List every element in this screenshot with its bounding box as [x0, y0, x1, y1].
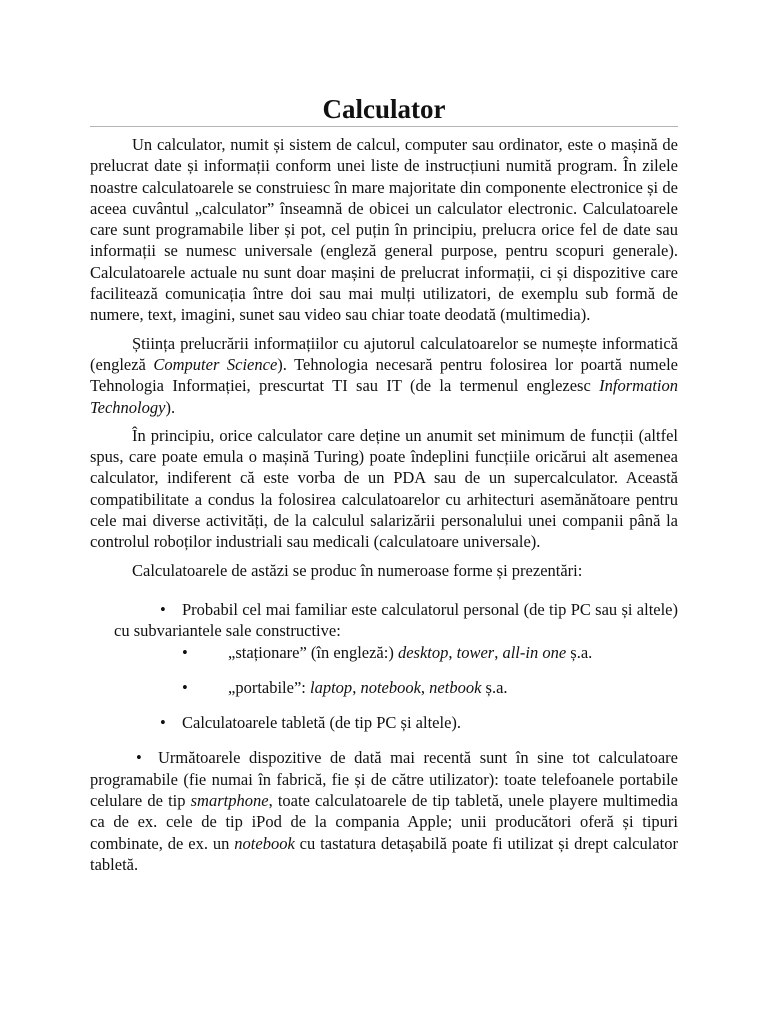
paragraph-informatics	[90, 333, 678, 418]
italic-term: all-in one	[502, 642, 567, 662]
sublist-item-portable	[90, 677, 678, 698]
text-span: ș.a.	[566, 642, 593, 662]
italic-term: netbook	[429, 677, 482, 697]
list-item-text: Probabil cel mai familiar este calculatorul personal (de tip PC sau și altele) cu subvariantele sale constructive:	[114, 599, 678, 641]
text-span: ,	[448, 642, 457, 662]
text-span: , toate calculatoarele de tip tabletă, unele playere multimedia ca de ex. cele de tip iPod de la compania Apple; unii producători oferă și tipuri combinate, de ex. un	[90, 791, 679, 853]
italic-term-information-technology: Information Technology	[90, 376, 678, 417]
text-span: ,	[494, 642, 503, 662]
bullet-icon: •	[160, 713, 166, 733]
paragraph-universality: În principiu, orice calculator care deține un anumit set minimum de funcții (altfel spus, care poate emula o mașină Turing) poate îndeplini funcțiile oricărui alt asemenea calculator, indiferent că este vorba de un PDA sau de un supercalculator. Această compatibilitate a condus la folosirea calculatoarelor cu arhitecturi asemănătoare pentru cele mai diverse activități, de la calculul salarizării personalului unei companii până la controlul roboților industriali sau medicali (calculatoare universale).	[90, 425, 678, 552]
list-item-personal-computer	[90, 599, 678, 642]
text-span: Următoarele dispozitive de dată mai recentă sunt în sine tot calculatoare programabile (fie numai în fabrică, fie și de către utilizator): toate telefoanele portabile celulare de tip	[90, 748, 678, 811]
list-item-recent-devices	[90, 747, 678, 875]
italic-term: desktop	[397, 642, 449, 662]
paragraph-definition: Un calculator, numit și sistem de calcul, computer sau ordinator, este o mașină de prelucrat date și informații conform unei liste de instrucțiuni numită program. În zilele noastre calculatoarele se construiesc în mare majoritate din componente electronice și de aceea cuvântul „calculator” înseamnă de obicei un calculator electronic. Calculatoarele care sunt programabile liber și pot, cel puțin în principiu, prelucra orice fel de date sau informații se numesc universale (engleză general purpose, pentru scopuri generale). Calculatoarele actuale nu sunt doar mașini de prelucrat informații, ci și dispozitive care facilitează comunicația între doi sau mai mulți utilizatori, de exemplu sub formă de numere, text, imagini, sunet sau video sau chiar toate deodată (multimedia).	[90, 135, 678, 325]
text-span: ,	[420, 677, 430, 697]
list-item-tablets	[90, 712, 678, 733]
text-span: „staționare” (în engleză:)	[228, 642, 398, 662]
text-span: ).	[165, 397, 176, 417]
italic-term-smartphone: smartphone	[190, 791, 269, 811]
bullet-icon: •	[136, 748, 142, 768]
bullet-icon: •	[182, 677, 188, 697]
bullet-icon: •	[160, 599, 166, 619]
list-item-text: Calculatoarele tabletă (de tip PC și altele).	[182, 713, 462, 733]
text-span: ,	[352, 677, 361, 697]
text-span: ș.a.	[481, 677, 508, 697]
italic-term-notebook: notebook	[234, 833, 295, 853]
italic-term-computer-science: Computer Science	[153, 354, 278, 374]
bullet-icon: •	[182, 642, 188, 662]
paragraph-forms-intro: Calculatoarele de astăzi se produc în numeroase forme și prezentări:	[132, 560, 583, 580]
italic-term: laptop	[310, 677, 353, 697]
italic-term: tower	[456, 642, 495, 662]
page-title: Calculator	[322, 94, 446, 124]
title-underline-divider	[90, 126, 678, 127]
italic-term: notebook	[360, 677, 421, 697]
text-span: „portabile”:	[228, 677, 311, 697]
sublist-item-stationary	[90, 642, 678, 663]
text-span: ). Tehnologia necesară pentru folosirea lor poartă numele Tehnologia Informației, prescurtat TI sau IT (de la termenul englezesc	[90, 354, 678, 396]
text-span: cu tastatura detașabilă poate fi utilizat și drept calculator tabletă.	[90, 833, 678, 874]
text-span: Știința prelucrării informațiilor cu ajutorul calculatoarelor se numește informatică (engleză	[90, 333, 678, 374]
document-body	[90, 134, 678, 875]
